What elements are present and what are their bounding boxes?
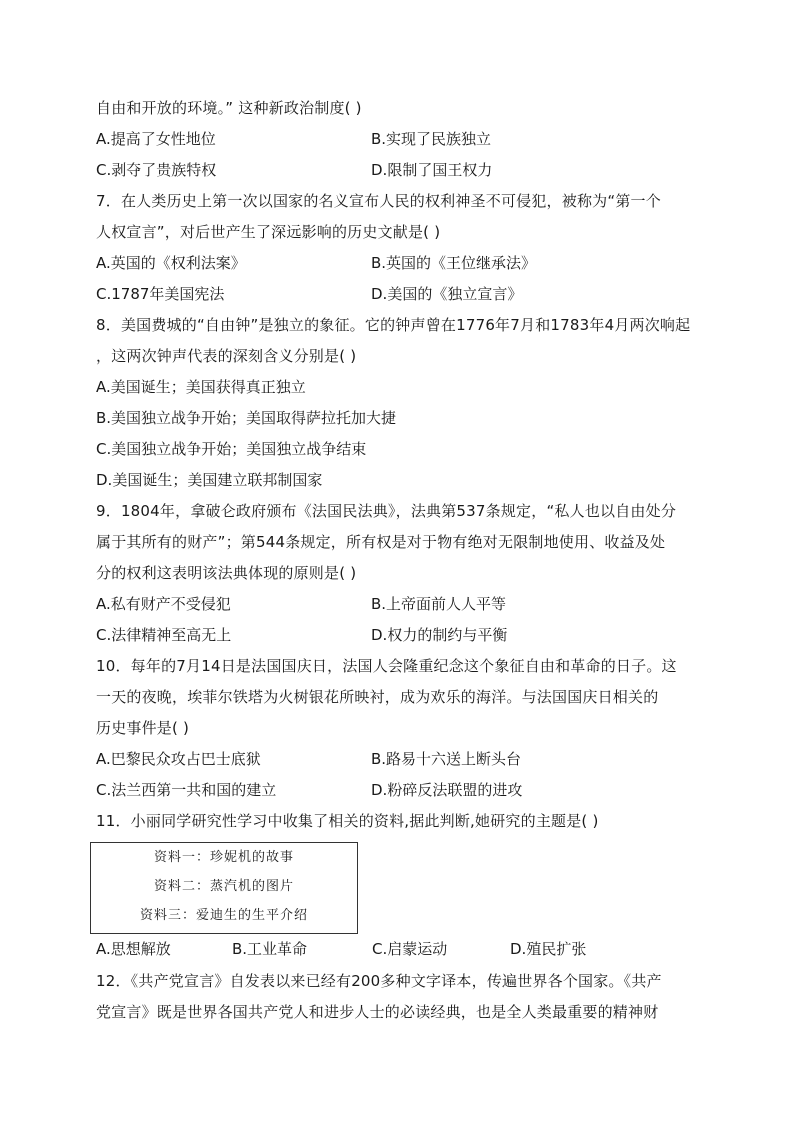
q7-option-c[interactable]: C.1787年美国宪法 — [96, 285, 225, 303]
q7-stem-line-1: 7．在人类历史上第一次以国家的名义宣布人民的权利神圣不可侵犯，被称为“第一个 — [96, 192, 661, 210]
q7-option-b[interactable]: B.英国的《王位继承法》 — [371, 254, 537, 272]
q10-option-c[interactable]: C.法兰西第一共和国的建立 — [96, 781, 277, 799]
q6-option-b[interactable]: B.实现了民族独立 — [371, 130, 492, 148]
q8-option-c[interactable]: C.美国独立战争开始；美国独立战争结束 — [96, 440, 367, 458]
q9-option-c[interactable]: C.法律精神至高无上 — [96, 626, 232, 644]
q12-stem-line-1: 12．《共产党宣言》自发表以来已经有200多种文字译本，传遍世界各个国家。《共产 — [96, 972, 662, 990]
q9-stem-line-3: 分的权利这表明该法典体现的原则是( ) — [96, 564, 357, 582]
q11-materials-box — [90, 842, 358, 934]
q9-stem-line-1: 9．1804年，拿破仑政府颁布《法国民法典》，法典第537条规定，“私人也以自由处分 — [96, 502, 677, 520]
q10-option-d[interactable]: D.粉碎反法联盟的进攻 — [371, 781, 523, 799]
q9-option-b[interactable]: B.上帝面前人人平等 — [371, 595, 507, 613]
q10-option-b[interactable]: B.路易十六送上断头台 — [371, 750, 522, 768]
q11-option-d[interactable]: D.殖民扩张 — [510, 940, 587, 958]
q10-stem-line-2: 一天的夜晚，埃菲尔铁塔为火树银花所映衬，成为欢乐的海洋。与法国国庆日相关的 — [96, 688, 659, 706]
q8-option-d[interactable]: D.美国诞生；美国建立联邦制国家 — [96, 471, 323, 489]
q10-option-a[interactable]: A.巴黎民众攻占巴士底狱 — [96, 750, 261, 768]
q12-stem-line-2: 党宣言》既是世界各国共产党人和进步人士的必读经典，也是全人类最重要的精神财 — [96, 1003, 659, 1021]
q8-stem-line-1: 8．美国费城的“自由钟”是独立的象征。它的钟声曾在1776年7月和1783年4月两次响起 — [96, 316, 691, 334]
q8-stem-line-2: ，这两次钟声代表的深刻含义分别是( ) — [96, 347, 357, 365]
q6-option-c[interactable]: C.剥夺了贵族特权 — [96, 161, 217, 179]
q7-option-a[interactable]: A.英国的《权利法案》 — [96, 254, 246, 272]
q7-stem-line-2: 人权宣言”，对后世产生了深远影响的历史文献是( ) — [96, 223, 441, 241]
q6-option-d[interactable]: D.限制了国王权力 — [371, 161, 493, 179]
q6-option-a[interactable]: A.提高了女性地位 — [96, 130, 216, 148]
q10-stem-line-3: 历史事件是( ) — [96, 719, 190, 737]
q11-option-b[interactable]: B.工业革命 — [232, 940, 308, 958]
q11-material-1: 资料一：珍妮机的故事 — [153, 850, 294, 865]
q11-option-c[interactable]: C.启蒙运动 — [372, 940, 448, 958]
q9-option-d[interactable]: D.权力的制约与平衡 — [371, 626, 508, 644]
q6-stem: 自由和开放的环境。” 这种新政治制度( ) — [96, 99, 362, 117]
q11-material-3: 资料三：爱迪生的生平介绍 — [139, 908, 308, 923]
q11-stem-line-1: 11．小丽同学研究性学习中收集了相关的资料,据此判断,她研究的主题是( ) — [96, 812, 599, 830]
q7-option-d[interactable]: D.美国的《独立宣言》 — [371, 285, 523, 303]
q9-option-a[interactable]: A.私有财产不受侵犯 — [96, 595, 231, 613]
q8-option-b[interactable]: B.美国独立战争开始；美国取得萨拉托加大捷 — [96, 409, 397, 427]
q11-option-a[interactable]: A.思想解放 — [96, 940, 171, 958]
q10-stem-line-1: 10．每年的7月14日是法国国庆日，法国人会隆重纪念这个象征自由和革命的日子。这 — [96, 657, 677, 675]
q11-material-2: 资料二：蒸汽机的图片 — [153, 879, 294, 894]
q8-option-a[interactable]: A.美国诞生；美国获得真正独立 — [96, 378, 306, 396]
q9-stem-line-2: 属于其所有的财产”；第544条规定，所有权是对于物有绝对无限制地使用、收益及处 — [96, 533, 666, 551]
